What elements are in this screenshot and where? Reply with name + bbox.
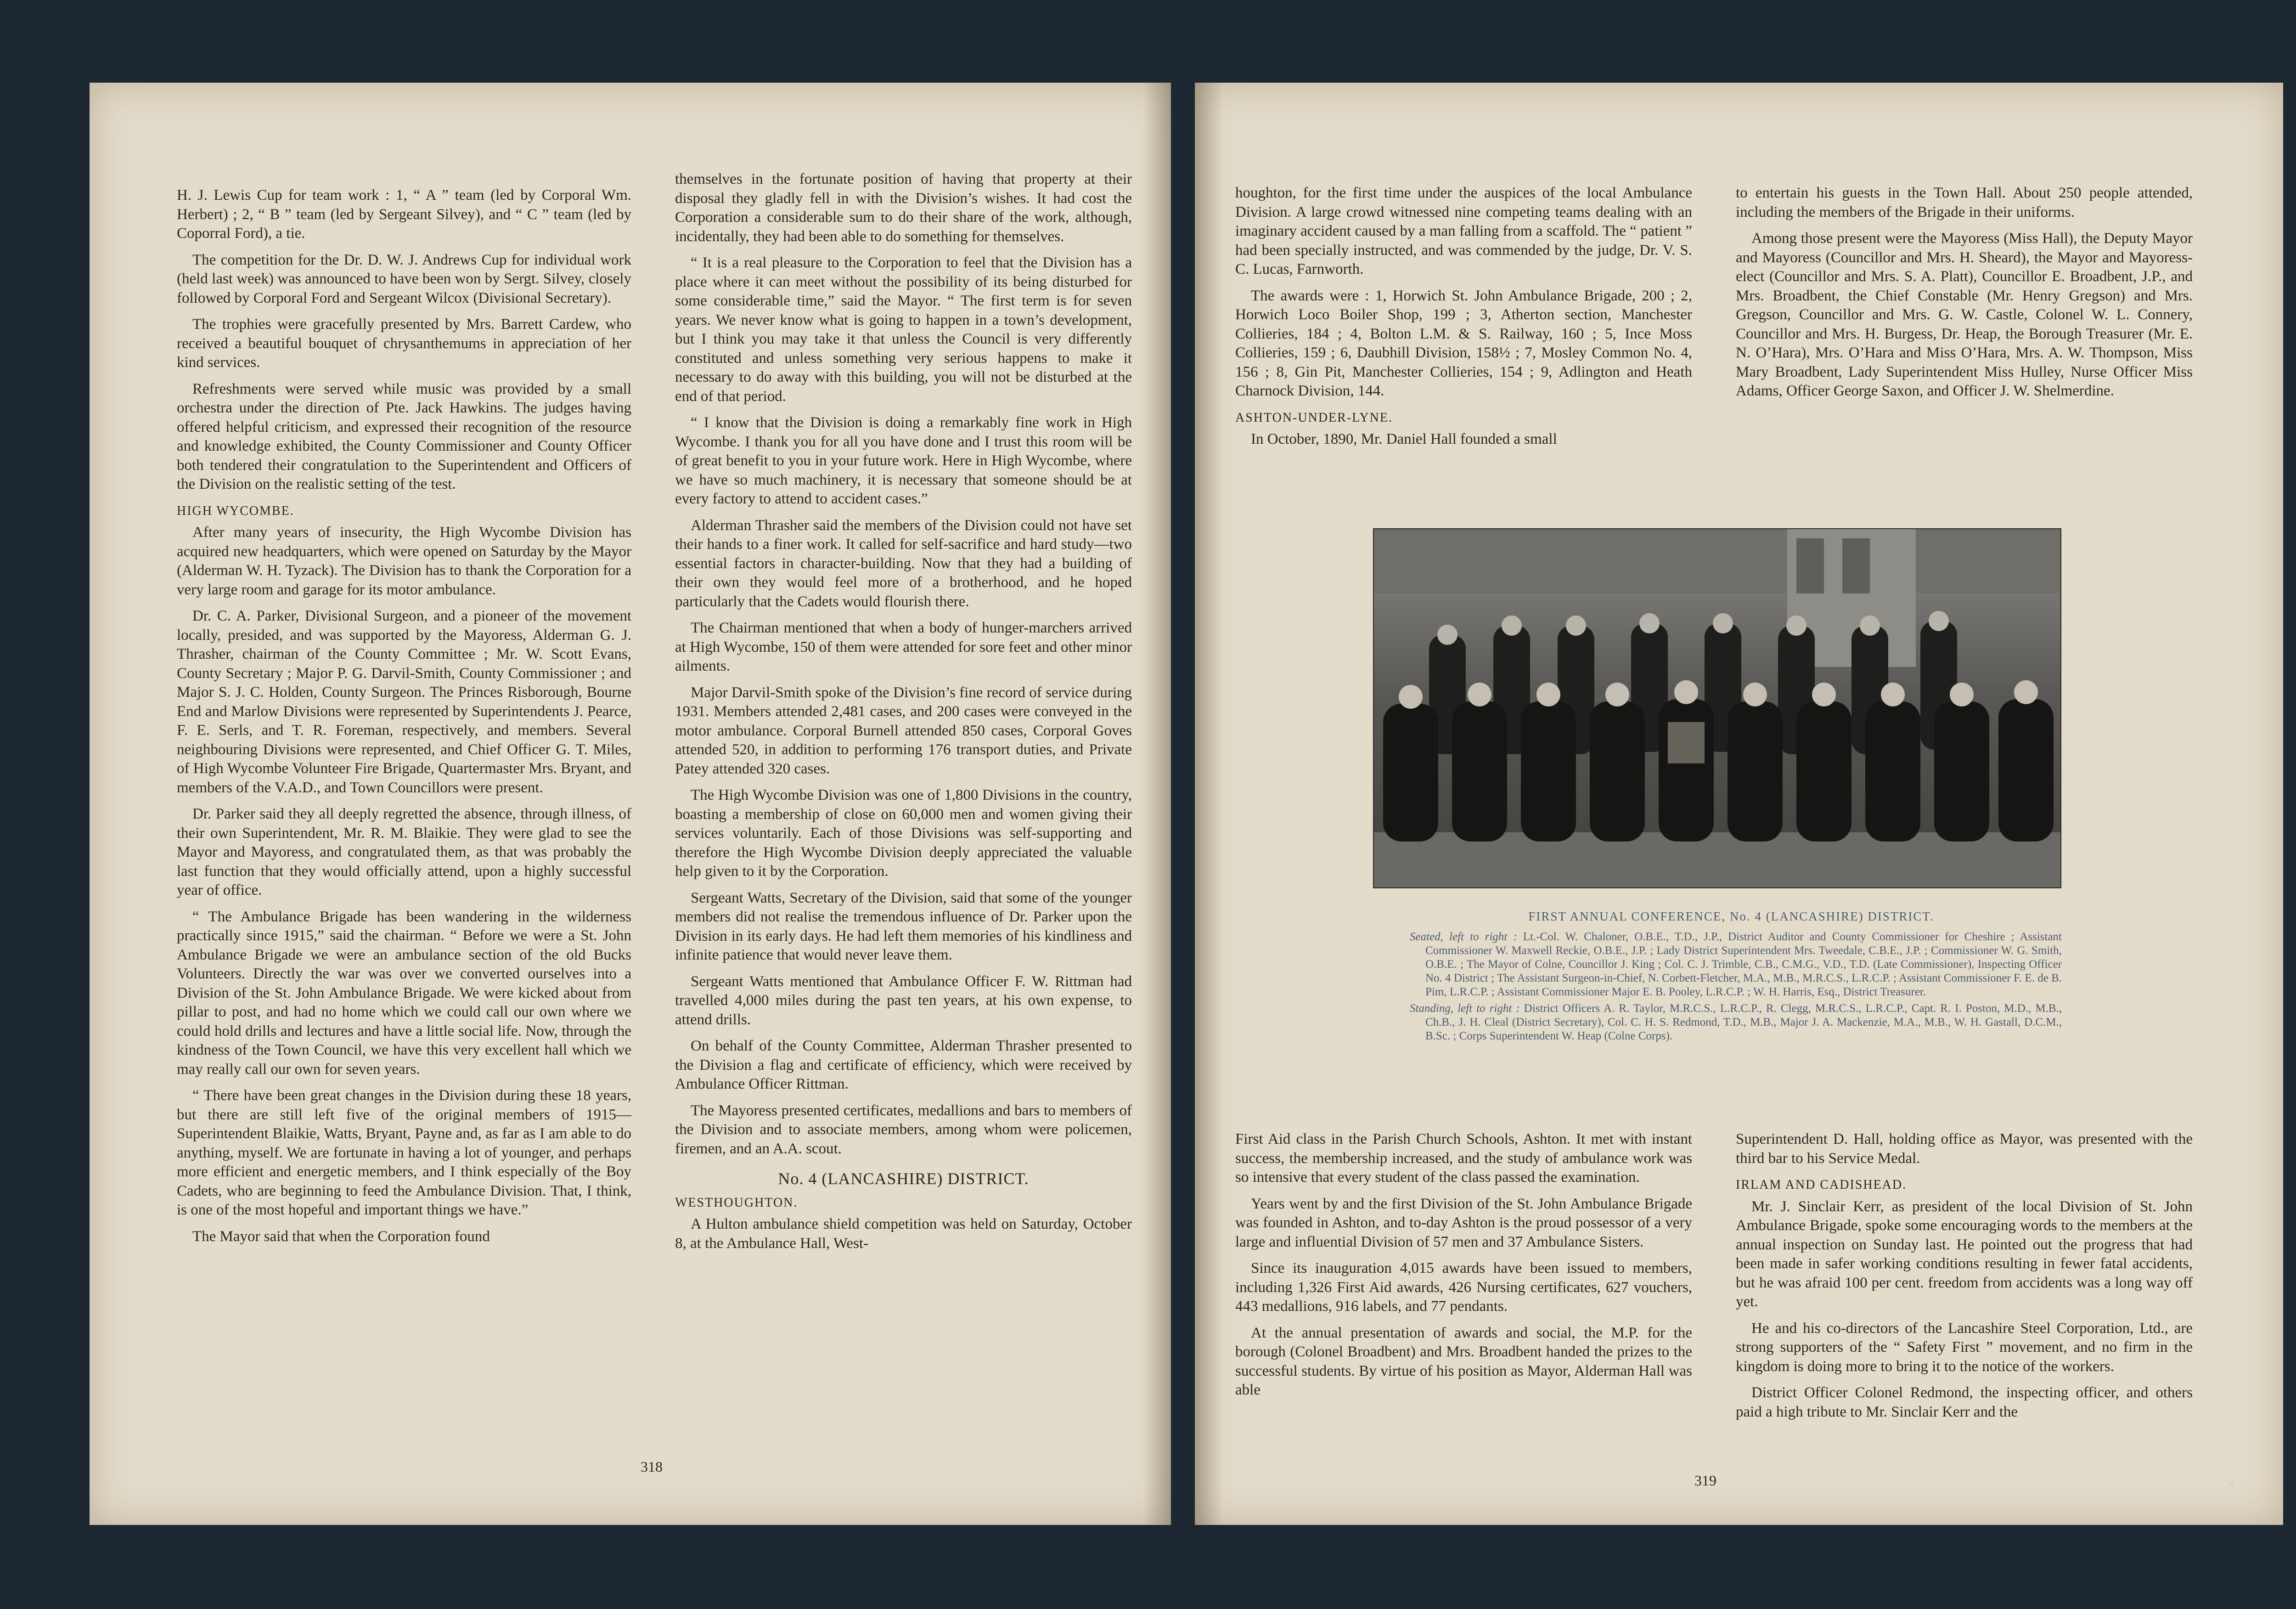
left-column-1 xyxy=(177,186,631,1253)
paragraph: In October, 1890, Mr. Daniel Hall founded a small xyxy=(1251,431,1557,447)
caption-standing xyxy=(1410,1002,2062,1043)
right-column-2-lower xyxy=(1736,1130,2193,1429)
paragraph: At the annual presentation of awards and social, the M.P. for the borough (Colonel Broadbent) and Mrs. Broadbent handed the prizes to the successful students. By virtue of his position as Mayor, Alderman Hall was able xyxy=(1235,1324,1692,1398)
page-number: 318 xyxy=(641,1458,663,1475)
paragraph: Among those present were the Mayoress (Miss Hall), the Deputy Mayor and Mayoress (Councillor and Mrs. H. Sheard), the Mayor and Mayoress-elect (Councillor and Mrs. S. A. Platt), Councillor E. Broadbent, J.P., and Mrs. Broadbent, the Chief Constable (Mr. Henry Gregson) and Mrs. Gregson, Councillor and Mrs. G. W. Castle, Colonel W. L. Connery, Councillor and Mrs. H. Burgess, Dr. Heap, the Borough Treasurer (Mr. E. N. O’Hara), Mrs. O’Hara and Miss O’Hara, Mrs. A. W. Thompson, Miss Mary Broadbent, Lady Superintendent Miss Hulley, Nurse Officer Miss Adams, Officer George Saxon, and Officer J. W. Shelmerdine. xyxy=(1736,230,2193,399)
caption-standing-label: Standing, left to right : xyxy=(1410,1002,1520,1015)
section-subheading: WESTHOUGHTON. xyxy=(675,1195,798,1210)
paragraph: A Hulton ambulance shield competition was held on Saturday, October 8, at the Ambulance Hall, West- xyxy=(675,1216,1132,1252)
photo-caption xyxy=(1410,930,2062,1046)
paragraph: Alderman Thrasher said the members of the Division could not have set their hands to a finer work. It called for self-sacrifice and hard study—two essential factors in character-building. Now that they had a building of their own they would feel more of a brotherhood, and he hoped particularly that the Cadets would flourish there. xyxy=(675,517,1132,610)
page-number: 319 xyxy=(1694,1472,1716,1489)
paragraph: On behalf of the County Committee, Alderman Thrasher presented to the Division a flag and certificate of efficiency, which were received by Ambulance Officer Rittman. xyxy=(675,1038,1132,1092)
section-subheading: IRLAM AND CADISHEAD. xyxy=(1736,1178,1907,1192)
caption-seated-label: Seated, left to right : xyxy=(1410,931,1517,943)
paragraph: houghton, for the first time under the auspices of the local Ambulance Division. A large crowd witnessed nine competing teams dealing with an imaginary accident caused by a man falling from a scaffold. The “ patient ” had been specially instructed, and was commended by the judge, Dr. V. S. C. Lucas, Farnworth. xyxy=(1235,185,1692,277)
paragraph: themselves in the fortunate position of having that property at their disposal they gladly fell in with the Division’s wishes. It had cost the Corporation a considerable sum to do their share of the work, although, incidentally, they had been able to do something for themselves. xyxy=(675,171,1132,245)
paragraph: “ There have been great changes in the Division during these 18 years, but there are still left five of the original members of 1915—Superintendent Blaikie, Watts, Bryant, Payne and, as far as I am able to do anything, myself. We are fortunate in having a lot of younger, and perhaps more efficient and energetic members, and I think especially of the Boy Cadets, who are beginning to feed the Ambulance Division. That, I think, is one of the most hopeful and important things we have.” xyxy=(177,1087,631,1218)
paragraph: The Chairman mentioned that when a body of hunger-marchers arrived at High Wycombe, 150 of them were attended for sore feet and other minor ailments. xyxy=(675,620,1132,674)
corner-mark xyxy=(2229,1481,2234,1486)
paragraph: “ The Ambulance Brigade has been wandering in the wilderness practically since 1915,” said the chairman. “ Before we were a St. John Ambulance Brigade we were an ambulance section of the old Bucks Volunteers. Directly the war was over we converted ourselves into a Division of the St. John Ambulance Brigade. We were kicked about from pillar to post, and had no home which we could call our own where we could hold drills and lectures and have a little social life. Now, through the kindness of the Town Council, we have this very excellent hall which we may really call our own for seven years. xyxy=(177,908,631,1078)
right-column-1 xyxy=(1235,184,1692,457)
caption-seated-text: Lt.-Col. W. Chaloner, O.B.E., T.D., J.P., District Auditor and County Commissioner for Cheshire ; Assistant Commissioner W. Maxwell Reckie, O.B.E., J.P. ; Lady District Superintendent Mrs. Tweedale, C.B.E., J.P. ; Commissioner W. G. Smith, O.B.E. ; The Mayor of Colne, Councillor J. King ; Col. C. J. Trimble, C.B., C.M.G., V.D., T.D. (Late Commissioner), Inspecting Officer No. 4 District ; The Assistant Surgeon-in-Chief, N. Corbett-Fletcher, M.A., M.B., M.R.C.S., L.R.C.P. ; Assistant Commissioner F. E. de B. Pim, L.R.C.P. ; Assistant Commissioner Major E. B. Pooley, L.R.C.P. ; W. H. Harris, Esq., District Treasurer. xyxy=(1425,931,2062,998)
photo-caption-title: FIRST ANNUAL CONFERENCE, No. 4 (LANCASHIRE) DISTRICT. xyxy=(1528,909,1934,923)
paragraph: Sergeant Watts, Secretary of the Division, said that some of the younger members did not realise the tremendous influence of Dr. Parker upon the Division in its early days. He had left them memories of his kindliness and infinite patience that would never leave them. xyxy=(675,889,1132,963)
group-photograph xyxy=(1373,528,2061,888)
left-column-2 xyxy=(675,170,1132,1260)
paragraph: “ It is a real pleasure to the Corporation to feel that the Division has a place where it can meet without the possibility of its being disturbed for some considerable time,” said the Mayor. “ The first term is for seven years. We never know what is going to happen in a town’s development, but I think you may take it that unless the Council is very differently constituted and unless something very serious happens to make it necessary to do away with this building, you will not be disturbed at the end of that period. xyxy=(675,254,1132,405)
paragraph: “ I know that the Division is doing a remarkably fine work in High Wycombe. I thank you for all you have done and I trust this room will be of great benefit to you in your future work. Here in High Wycombe, where we have so much machinery, it is necessary that someone should be at every factory to attend to accident cases.” xyxy=(675,414,1132,507)
section-subheading: HIGH WYCOMBE. xyxy=(177,503,294,518)
paragraph: to entertain his guests in the Town Hall. About 250 people attended, including the members of the Brigade in their uniforms. xyxy=(1736,185,2193,220)
caption-seated xyxy=(1410,930,2062,999)
paragraph: Refreshments were served while music was provided by a small orchestra under the direction of Pte. Jack Hawkins. The judges having offered helpful criticism, and expressed their recognition of the resource and knowledge exhibited, the County Commissioner and County Officer both tendered their congratulation to the Superintendent and Officers of the Division on the realistic setting of the test. xyxy=(177,380,631,492)
group-photo-image xyxy=(1374,529,2060,887)
section-heading: No. 4 (LANCASHIRE) DISTRICT. xyxy=(778,1169,1029,1188)
paragraph: Sergeant Watts mentioned that Ambulance Officer F. W. Rittman had travelled 4,000 miles during the past ten years, at his own expense, to attend drills. xyxy=(675,973,1132,1028)
paragraph: Dr. C. A. Parker, Divisional Surgeon, and a pioneer of the movement locally, presided, and was supported by the Mayoress, Alderman G. J. Thrasher, chairman of the County Committee ; Mr. W. Scott Evans, County Secretary ; Major P. G. Darvil-Smith, County Commissioner ; and Major S. J. C. Holden, County Surgeon. The Princes Risborough, Bourne End and Marlow Divisions were represented by Superintendents J. Pearce, F. E. Serls, and T. R. Foreman, respectively, and members. Several neighbouring Divisions were represented, and Chief Officer G. T. Miles, of High Wycombe Volunteer Fire Brigade, Quartermaster Mrs. Bryant, and members of the V.A.D., and Town Councillors were present. xyxy=(177,608,631,796)
paragraph: Superintendent D. Hall, holding office as Mayor, was presented with the third bar to his Service Medal. xyxy=(1736,1131,2193,1167)
right-column-2 xyxy=(1736,184,2193,408)
paragraph: Mr. J. Sinclair Kerr, as president of the local Division of St. John Ambulance Brigade, spoke some encouraging words to the members at the annual inspection on Sunday last. He pointed out the progress that had been made in safer working conditions resulting in fewer fatal accidents, but he was afraid 100 per cent. freedom from accidents was a long way off yet. xyxy=(1736,1198,2193,1310)
paragraph: The High Wycombe Division was one of 1,800 Divisions in the country, boasting a membership of close on 60,000 men and women giving their services voluntarily. Each of those Divisions was self-supporting and therefore the High Wycombe Division deeply appreciated the valuable help given to it by the Corporation. xyxy=(675,787,1132,880)
paragraph: The competition for the Dr. D. W. J. Andrews Cup for individual work (held last week) was announced to have been won by Sergt. Silvey, closely followed by Corporal Ford and Sergeant Wilcox (Divisional Secretary). xyxy=(177,251,631,306)
paragraph: He and his co-directors of the Lancashire Steel Corporation, Ltd., are strong supporters of the “ Safety First ” movement, and no firm in the kingdom is doing more to bring it to the notice of the workers. xyxy=(1736,1320,2193,1375)
paragraph: Dr. Parker said they all deeply regretted the absence, through illness, of their own Superintendent, Mr. R. M. Blaikie. They were glad to see the Mayor and Mayoress, and congratulated them, as that was probably the last function that they would officially attend, upon a highly successful year of office. xyxy=(177,806,631,898)
paragraph: The trophies were gracefully presented by Mrs. Barrett Cardew, who received a beautiful bouquet of chrysanthemums in appreciation of her kind services. xyxy=(177,316,631,371)
section-subheading: ASHTON-UNDER-LYNE. xyxy=(1235,410,1393,425)
paragraph: District Officer Colonel Redmond, the inspecting officer, and others paid a high tribute to Mr. Sinclair Kerr and the xyxy=(1736,1384,2193,1420)
paragraph: Since its inauguration 4,015 awards have been issued to members, including 1,326 First Aid awards, 426 Nursing certificates, 627 vouchers, 443 medallions, 916 labels, and 77 pendants. xyxy=(1235,1260,1692,1315)
paragraph: Major Darvil-Smith spoke of the Division’s fine record of service during 1931. Members attended 2,481 cases, and 200 cases were conveyed in the motor ambulance. Corporal Burnell attended 850 cases, Corporal Goves attended 520, in addition to performing 176 transport duties, and Private Patey attended 320 cases. xyxy=(675,684,1132,777)
right-column-1-lower xyxy=(1235,1130,1692,1407)
paragraph: Years went by and the first Division of the St. John Ambulance Brigade was founded in Ashton, and to-day Ashton is the proud possessor of a very large and influential Division of 57 men and 37 Ambulance Sisters. xyxy=(1235,1195,1692,1250)
paragraph: The awards were : 1, Horwich St. John Ambulance Brigade, 200 ; 2, Horwich Loco Boiler Shop, 199 ; 3, Atherton section, Manchester Collieries, 184 ; 4, Bolton L.M. & S. Railway, 160 ; 5, Ince Moss Collieries, 159 ; 6, Daubhill Division, 158½ ; 7, Mosley Common No. 4, 156 ; 8, Gin Pit, Manchester Collieries, 154 ; 9, Adlington and Heath Charnock Division, 144. xyxy=(1235,287,1692,399)
paragraph: The Mayoress presented certificates, medallions and bars to members of the Division and to associate members, among whom were policemen, firemen, and an A.A. scout. xyxy=(675,1102,1132,1157)
paragraph: The Mayor said that when the Corporation found xyxy=(192,1228,490,1245)
caption-standing-text: District Officers A. R. Taylor, M.R.C.S., L.R.C.P., R. Clegg, M.R.C.S., L.R.C.P., Capt. R. I. Poston, M.D., M.B., Ch.B., J. H. Cleal (District Secretary), Col. C. H. S. Redmond, T.D., M.B., Major J. A. Mackenzie, M.A., M.B., W. H. Gastall, D.C.M., B.Sc. ; Corps Superintendent W. Heap (Colne Corps). xyxy=(1425,1002,2062,1042)
paragraph: After many years of insecurity, the High Wycombe Division has acquired new headquarters, which were opened on Saturday by the Mayor (Alderman W. H. Tyzack). The Division has to thank the Corporation for a very large room and garage for its motor ambulance. xyxy=(177,524,631,598)
paragraph: H. J. Lewis Cup for team work : 1, “ A ” team (led by Corporal Wm. Herbert) ; 2, “ B ” team (led by Sergeant Silvey), and “ C ” team (led by Coporral Ford), a tie. xyxy=(177,187,631,242)
paragraph: First Aid class in the Parish Church Schools, Ashton. It met with instant success, the membership increased, and the study of ambulance work was so intensive that every student of the class passed the examination. xyxy=(1235,1131,1692,1186)
